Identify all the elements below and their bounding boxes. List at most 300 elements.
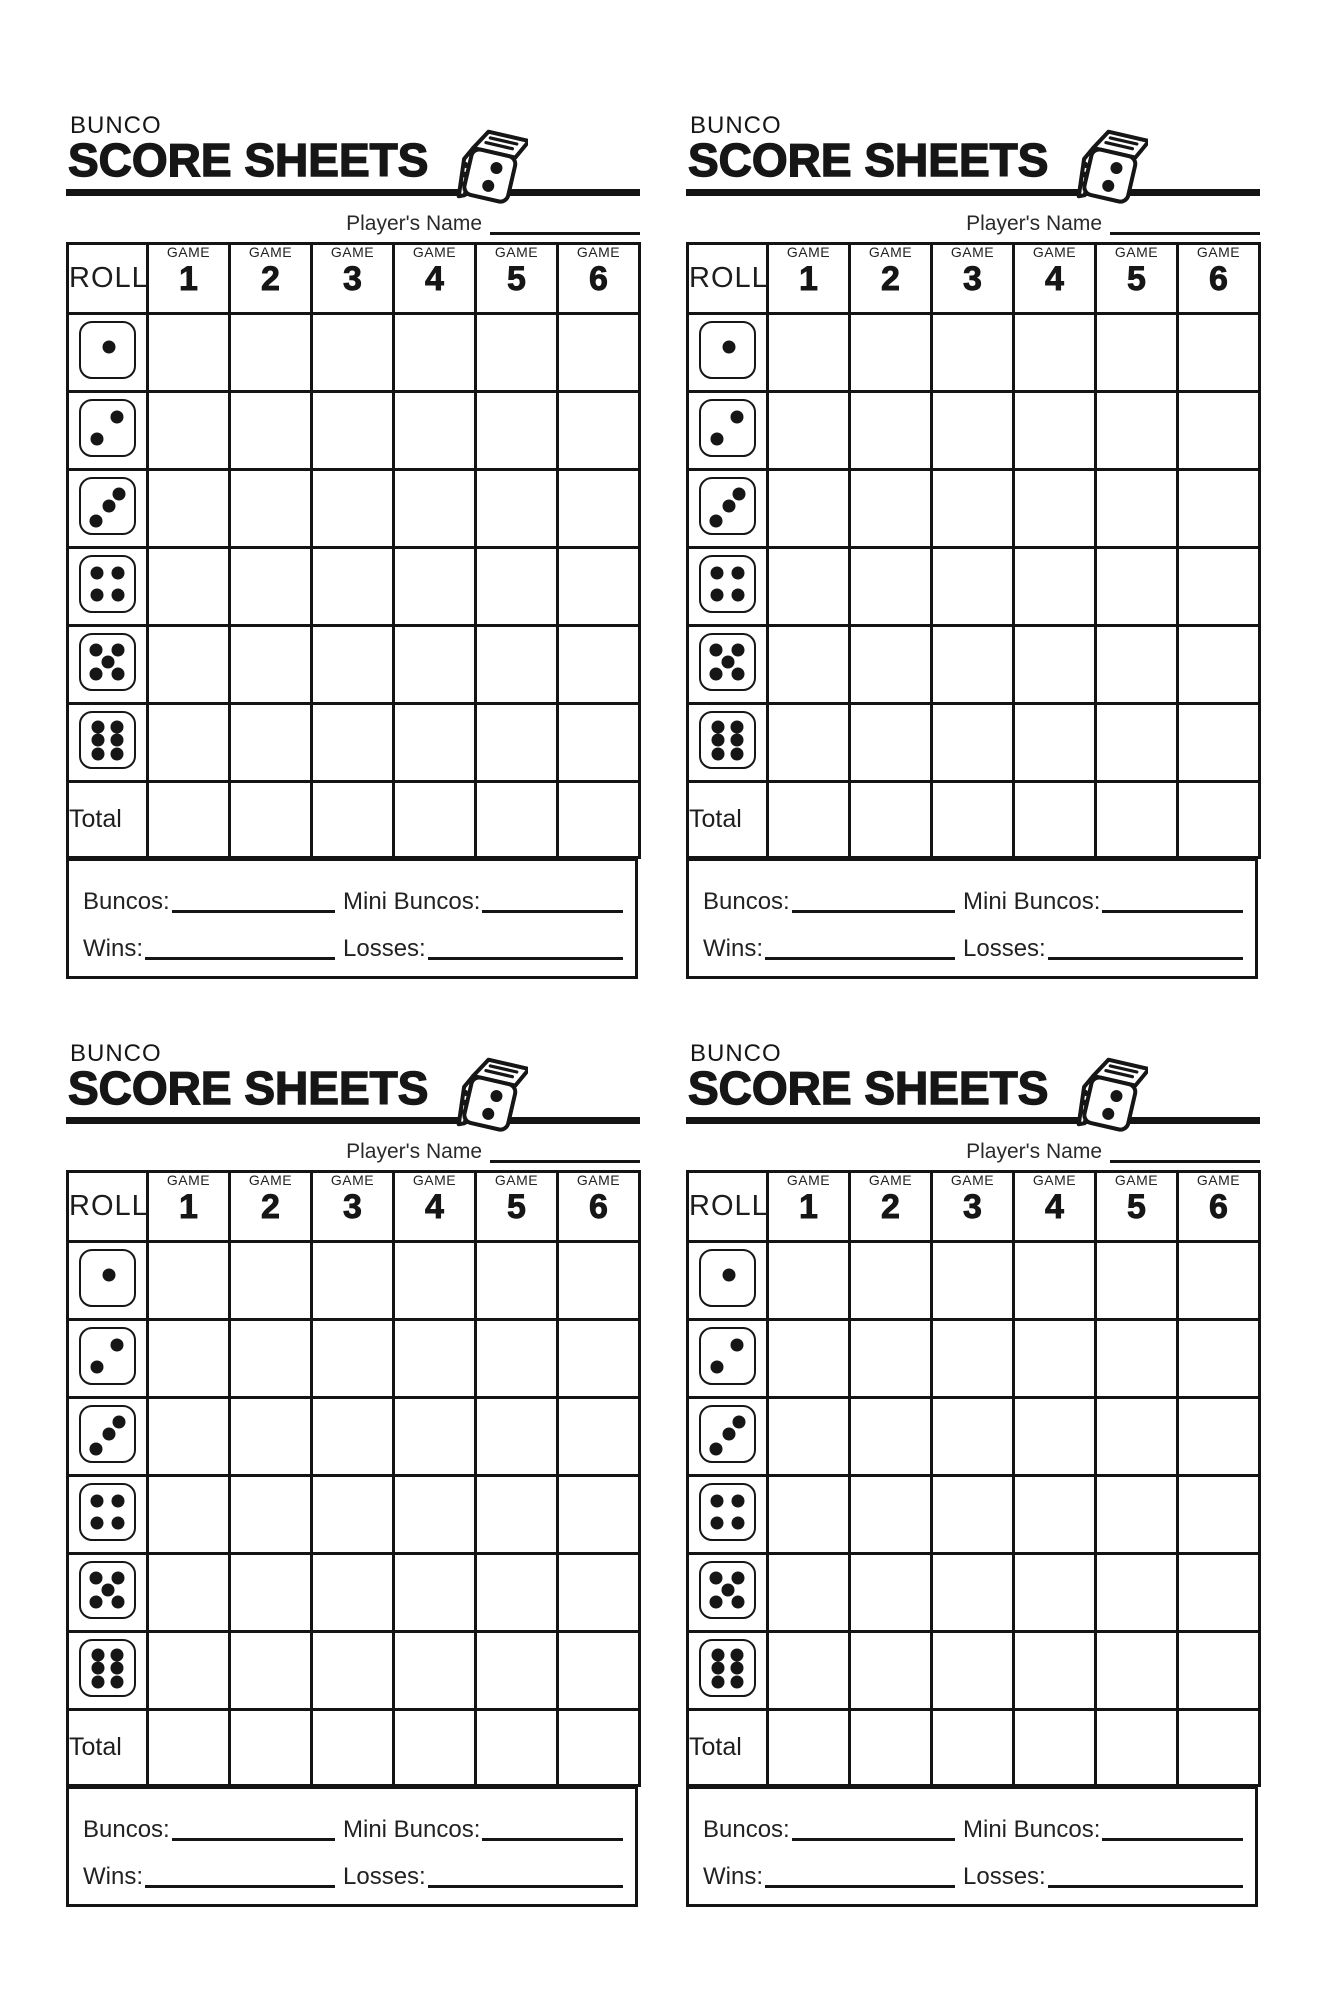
score-cell[interactable] [558,548,640,626]
score-cell[interactable] [230,1476,312,1554]
score-cell[interactable] [1096,548,1178,626]
roll-2-row [68,392,640,470]
losses-blank-line[interactable] [428,1883,623,1888]
score-cell[interactable] [850,626,932,704]
roll-3-row [688,1398,1260,1476]
total-score-cell[interactable] [1096,1710,1178,1786]
score-cell[interactable] [558,314,640,392]
game-label: GAME [1032,244,1077,260]
score-cell[interactable] [148,1476,230,1554]
roll-column-header: ROLL [68,244,148,314]
score-cell[interactable] [476,1476,558,1554]
die-face-3 [79,477,136,535]
score-cell[interactable] [394,704,476,782]
score-cell[interactable] [1014,1554,1096,1632]
game-label: GAME [494,1172,539,1188]
score-cell[interactable] [394,1242,476,1320]
table-header-row [68,1172,640,1242]
score-cell[interactable] [1178,1320,1260,1398]
score-cell[interactable] [312,1320,394,1398]
score-cell[interactable] [1014,1320,1096,1398]
score-cell[interactable] [932,1320,1014,1398]
total-score-cell[interactable] [1178,1710,1260,1786]
score-table [66,1170,641,1787]
wins-blank-line[interactable] [145,955,335,960]
roll-2-row [688,392,1260,470]
score-cell[interactable] [932,1476,1014,1554]
roll-die-cell [68,1554,148,1632]
score-cell[interactable] [394,626,476,704]
score-cell[interactable] [1014,1476,1096,1554]
total-score-cell[interactable] [312,1710,394,1786]
mini-buncos-blank-line[interactable] [1102,908,1243,913]
game-label: GAME [494,244,539,260]
score-cell[interactable] [230,1554,312,1632]
die-face-5 [79,1561,136,1619]
sheet-title: SCORE SHEETS [688,1062,1049,1114]
score-cell[interactable] [932,548,1014,626]
game-label: GAME [1196,244,1241,260]
losses-blank-line[interactable] [1048,1883,1243,1888]
mini-buncos-blank-line[interactable] [482,908,623,913]
wins-losses-row [83,1848,623,1895]
game-number: 6 [1209,1188,1228,1227]
score-cell[interactable] [850,1320,932,1398]
buncos-blank-line[interactable] [792,908,955,913]
losses-label: Losses: [963,935,1046,962]
total-label-cell: Total [688,782,768,858]
results-box [686,1786,1258,1907]
score-cell[interactable] [230,548,312,626]
game-2-column-header [850,244,932,314]
score-cell[interactable] [1178,1476,1260,1554]
score-cell[interactable] [476,1242,558,1320]
die-pip [111,1338,124,1351]
score-cell[interactable] [1014,470,1096,548]
game-3-column-header [932,244,1014,314]
player-name-blank-line[interactable] [490,1158,640,1163]
score-cell[interactable] [476,1554,558,1632]
score-cell[interactable] [148,314,230,392]
die-pip [731,720,744,733]
score-cell[interactable] [558,626,640,704]
score-cell[interactable] [1178,314,1260,392]
total-score-cell[interactable] [932,782,1014,858]
score-cell[interactable] [850,1632,932,1710]
die-pip [111,589,124,602]
score-cell[interactable] [558,1476,640,1554]
buncos-row [703,1801,1243,1848]
game-label: GAME [950,1172,995,1188]
die-pip [111,567,124,580]
game-3-column-header [312,1172,394,1242]
score-cell[interactable] [932,704,1014,782]
wins-label: Wins: [703,1863,763,1890]
score-cell[interactable] [1178,392,1260,470]
score-cell[interactable] [850,1476,932,1554]
total-score-cell[interactable] [230,782,312,858]
die-pip [111,720,124,733]
score-cell[interactable] [1096,1632,1178,1710]
wins-field [703,1865,955,1889]
score-cell[interactable] [1096,470,1178,548]
score-cell[interactable] [394,392,476,470]
score-cell[interactable] [312,704,394,782]
score-cell[interactable] [312,1476,394,1554]
score-cell[interactable] [1096,314,1178,392]
die-pip [710,1595,723,1608]
score-cell[interactable] [1096,1320,1178,1398]
die-pip [111,1517,124,1530]
score-cell[interactable] [394,470,476,548]
die-pip [731,1517,744,1530]
total-score-cell[interactable] [394,1710,476,1786]
game-4-column-header [394,1172,476,1242]
total-score-cell[interactable] [558,1710,640,1786]
score-cell[interactable] [1178,1242,1260,1320]
score-cell[interactable] [558,704,640,782]
score-cell[interactable] [1014,626,1096,704]
score-cell[interactable] [1178,1632,1260,1710]
buncos-label: Buncos: [703,888,790,915]
buncos-row [83,873,623,920]
score-cell[interactable] [850,1242,932,1320]
game-6-column-header [1178,1172,1260,1242]
tilted-die-icon [440,123,528,215]
buncos-blank-line[interactable] [172,908,335,913]
title-underline [66,189,640,196]
score-cell[interactable] [476,704,558,782]
score-cell[interactable] [230,1632,312,1710]
wins-label: Wins: [83,935,143,962]
total-score-cell[interactable] [768,782,850,858]
buncos-row [703,873,1243,920]
losses-field [343,937,623,961]
tilted-die-icon [1060,123,1148,215]
score-cell[interactable] [148,626,230,704]
score-cell[interactable] [394,1632,476,1710]
score-cell[interactable] [768,626,850,704]
wins-blank-line[interactable] [145,1883,335,1888]
score-cell[interactable] [230,704,312,782]
total-score-cell[interactable] [148,782,230,858]
score-cell[interactable] [932,1554,1014,1632]
total-label-cell: Total [68,1710,148,1786]
score-cell[interactable] [558,1398,640,1476]
game-label: GAME [1032,1172,1077,1188]
roll-die-cell [68,704,148,782]
die-pip [711,432,724,445]
score-cell[interactable] [850,704,932,782]
score-cell[interactable] [312,1398,394,1476]
score-cell[interactable] [1014,548,1096,626]
mini-buncos-label: Mini Buncos: [963,888,1101,915]
die-pip [731,1675,744,1688]
score-cell[interactable] [312,1554,394,1632]
game-5-column-header [1096,244,1178,314]
score-cell[interactable] [1178,1398,1260,1476]
score-cell[interactable] [850,314,932,392]
score-cell[interactable] [850,1398,932,1476]
game-6-column-header [558,244,640,314]
game-number: 2 [261,260,280,299]
score-cell[interactable] [230,1320,312,1398]
total-row [68,782,640,858]
score-cell[interactable] [558,392,640,470]
score-cell[interactable] [1178,1554,1260,1632]
score-cell[interactable] [476,314,558,392]
score-cell[interactable] [768,1476,850,1554]
score-cell[interactable] [476,1632,558,1710]
score-cell[interactable] [476,548,558,626]
player-name-blank-line[interactable] [490,230,640,235]
game-2-column-header [230,1172,312,1242]
score-cell[interactable] [1014,704,1096,782]
score-cell[interactable] [1096,392,1178,470]
game-number: 4 [425,260,444,299]
total-score-cell[interactable] [1096,782,1178,858]
score-cell[interactable] [932,1398,1014,1476]
die-face-5 [79,633,136,691]
score-cell[interactable] [558,1632,640,1710]
score-cell[interactable] [1096,1476,1178,1554]
sheet-title: SCORE SHEETS [68,1062,429,1114]
score-cell[interactable] [850,1554,932,1632]
roll-3-row [68,470,640,548]
game-label: GAME [412,1172,457,1188]
game-number: 6 [589,260,608,299]
wins-blank-line[interactable] [765,955,955,960]
score-cell[interactable] [768,1320,850,1398]
score-cell[interactable] [148,1398,230,1476]
score-cell[interactable] [768,1398,850,1476]
total-score-cell[interactable] [230,1710,312,1786]
game-label: GAME [950,244,995,260]
score-cell[interactable] [932,626,1014,704]
score-cell[interactable] [1014,1242,1096,1320]
losses-label: Losses: [963,1863,1046,1890]
score-cell[interactable] [768,1242,850,1320]
game-label: GAME [868,1172,913,1188]
die-face-1 [79,321,136,379]
total-score-cell[interactable] [768,1710,850,1786]
die-face-4 [79,555,136,613]
score-cell[interactable] [1096,1242,1178,1320]
die-pip [721,656,734,669]
total-score-cell[interactable] [1014,782,1096,858]
game-label: GAME [412,244,457,260]
score-cell[interactable] [932,314,1014,392]
score-cell[interactable] [558,470,640,548]
mini-buncos-field [963,890,1243,914]
total-score-cell[interactable] [1014,1710,1096,1786]
score-cell[interactable] [850,470,932,548]
score-cell[interactable] [312,392,394,470]
die-pip [103,500,116,513]
score-cell[interactable] [1014,314,1096,392]
mini-buncos-blank-line[interactable] [1102,1836,1243,1841]
game-number: 5 [507,1188,526,1227]
score-cell[interactable] [1096,1398,1178,1476]
roll-4-row [68,548,640,626]
score-cell[interactable] [768,314,850,392]
roll-1-row [68,314,640,392]
score-cell[interactable] [476,470,558,548]
score-cell[interactable] [312,626,394,704]
score-cell[interactable] [312,470,394,548]
score-cell[interactable] [230,1398,312,1476]
total-score-cell[interactable] [1178,782,1260,858]
score-cell[interactable] [476,392,558,470]
title-row [66,1062,640,1114]
die-pip [723,1268,736,1281]
score-cell[interactable] [1014,1632,1096,1710]
score-cell[interactable] [1178,704,1260,782]
score-cell[interactable] [394,1476,476,1554]
sheet-header [686,110,1260,196]
mini-buncos-label: Mini Buncos: [343,1816,481,1843]
score-cell[interactable] [394,548,476,626]
score-cell[interactable] [148,392,230,470]
total-score-cell[interactable] [558,782,640,858]
title-row [686,1062,1260,1114]
score-cell[interactable] [1096,704,1178,782]
roll-die-cell [68,1320,148,1398]
game-label: GAME [248,244,293,260]
score-cell[interactable] [476,1398,558,1476]
score-cell[interactable] [932,1632,1014,1710]
player-name-blank-line[interactable] [1110,230,1260,235]
score-cell[interactable] [394,314,476,392]
score-cell[interactable] [558,1554,640,1632]
score-table [66,242,641,859]
score-cell[interactable] [850,392,932,470]
total-score-cell[interactable] [394,782,476,858]
score-cell[interactable] [230,470,312,548]
score-cell[interactable] [230,1242,312,1320]
score-cell[interactable] [932,392,1014,470]
score-cell[interactable] [148,1554,230,1632]
score-cell[interactable] [312,548,394,626]
buncos-blank-line[interactable] [792,1836,955,1841]
score-cell[interactable] [312,1632,394,1710]
score-cell[interactable] [476,626,558,704]
score-cell[interactable] [230,314,312,392]
score-cell[interactable] [768,704,850,782]
score-cell[interactable] [558,1320,640,1398]
score-cell[interactable] [148,470,230,548]
die-pip [91,1517,104,1530]
score-cell[interactable] [1014,1398,1096,1476]
score-cell[interactable] [1014,392,1096,470]
die-pip [710,514,723,527]
score-cell[interactable] [1096,1554,1178,1632]
mini-buncos-label: Mini Buncos: [963,1816,1101,1843]
title-underline [686,189,1260,196]
die-face-1 [79,1249,136,1307]
die-face-1 [699,1249,756,1307]
score-cell[interactable] [394,1398,476,1476]
total-score-cell[interactable] [850,1710,932,1786]
score-cell[interactable] [394,1320,476,1398]
table-header-row [68,244,640,314]
score-cell[interactable] [768,392,850,470]
score-cell[interactable] [148,1320,230,1398]
losses-blank-line[interactable] [428,955,623,960]
player-name-blank-line[interactable] [1110,1158,1260,1163]
score-cell[interactable] [768,1554,850,1632]
game-4-column-header [394,244,476,314]
score-cell[interactable] [148,704,230,782]
score-cell[interactable] [148,548,230,626]
score-cell[interactable] [230,392,312,470]
score-cell[interactable] [312,1242,394,1320]
score-cell[interactable] [230,626,312,704]
roll-1-row [68,1242,640,1320]
score-cell[interactable] [1178,626,1260,704]
losses-blank-line[interactable] [1048,955,1243,960]
score-cell[interactable] [1178,548,1260,626]
brand-label: BUNCO [690,1040,782,1067]
tilted-die-icon [440,1051,528,1143]
score-cell[interactable] [476,1320,558,1398]
total-score-cell[interactable] [148,1710,230,1786]
roll-die-cell [68,1398,148,1476]
total-score-cell[interactable] [932,1710,1014,1786]
die-pip [711,720,724,733]
mini-buncos-label: Mini Buncos: [343,888,481,915]
roll-die-cell [688,1320,768,1398]
buncos-field [83,890,335,914]
die-pip [711,1648,724,1661]
die-pip [711,567,724,580]
die-pip [90,1442,103,1455]
die-pip [103,1268,116,1281]
total-score-cell[interactable] [476,782,558,858]
wins-blank-line[interactable] [765,1883,955,1888]
die-pip [101,656,114,669]
score-cell[interactable] [768,548,850,626]
die-pip [111,1495,124,1508]
die-face-3 [79,1405,136,1463]
die-pip [711,747,724,760]
score-cell[interactable] [148,1632,230,1710]
total-score-cell[interactable] [476,1710,558,1786]
die-pip [731,734,744,747]
score-cell[interactable] [148,1242,230,1320]
total-score-cell[interactable] [312,782,394,858]
player-name-label: Player's Name [346,212,482,235]
game-number: 4 [425,1188,444,1227]
buncos-blank-line[interactable] [172,1836,335,1841]
score-cell[interactable] [1178,470,1260,548]
score-cell[interactable] [394,1554,476,1632]
roll-die-cell [68,626,148,704]
score-cell[interactable] [768,470,850,548]
die-pip [91,734,104,747]
game-number: 5 [507,260,526,299]
mini-buncos-blank-line[interactable] [482,1836,623,1841]
score-cell[interactable] [932,1242,1014,1320]
sheet-title: SCORE SHEETS [688,134,1049,186]
score-cell[interactable] [932,470,1014,548]
score-cell[interactable] [558,1242,640,1320]
score-cell[interactable] [1096,626,1178,704]
score-cell[interactable] [768,1632,850,1710]
score-cell[interactable] [312,314,394,392]
score-cell[interactable] [850,548,932,626]
total-score-cell[interactable] [850,782,932,858]
